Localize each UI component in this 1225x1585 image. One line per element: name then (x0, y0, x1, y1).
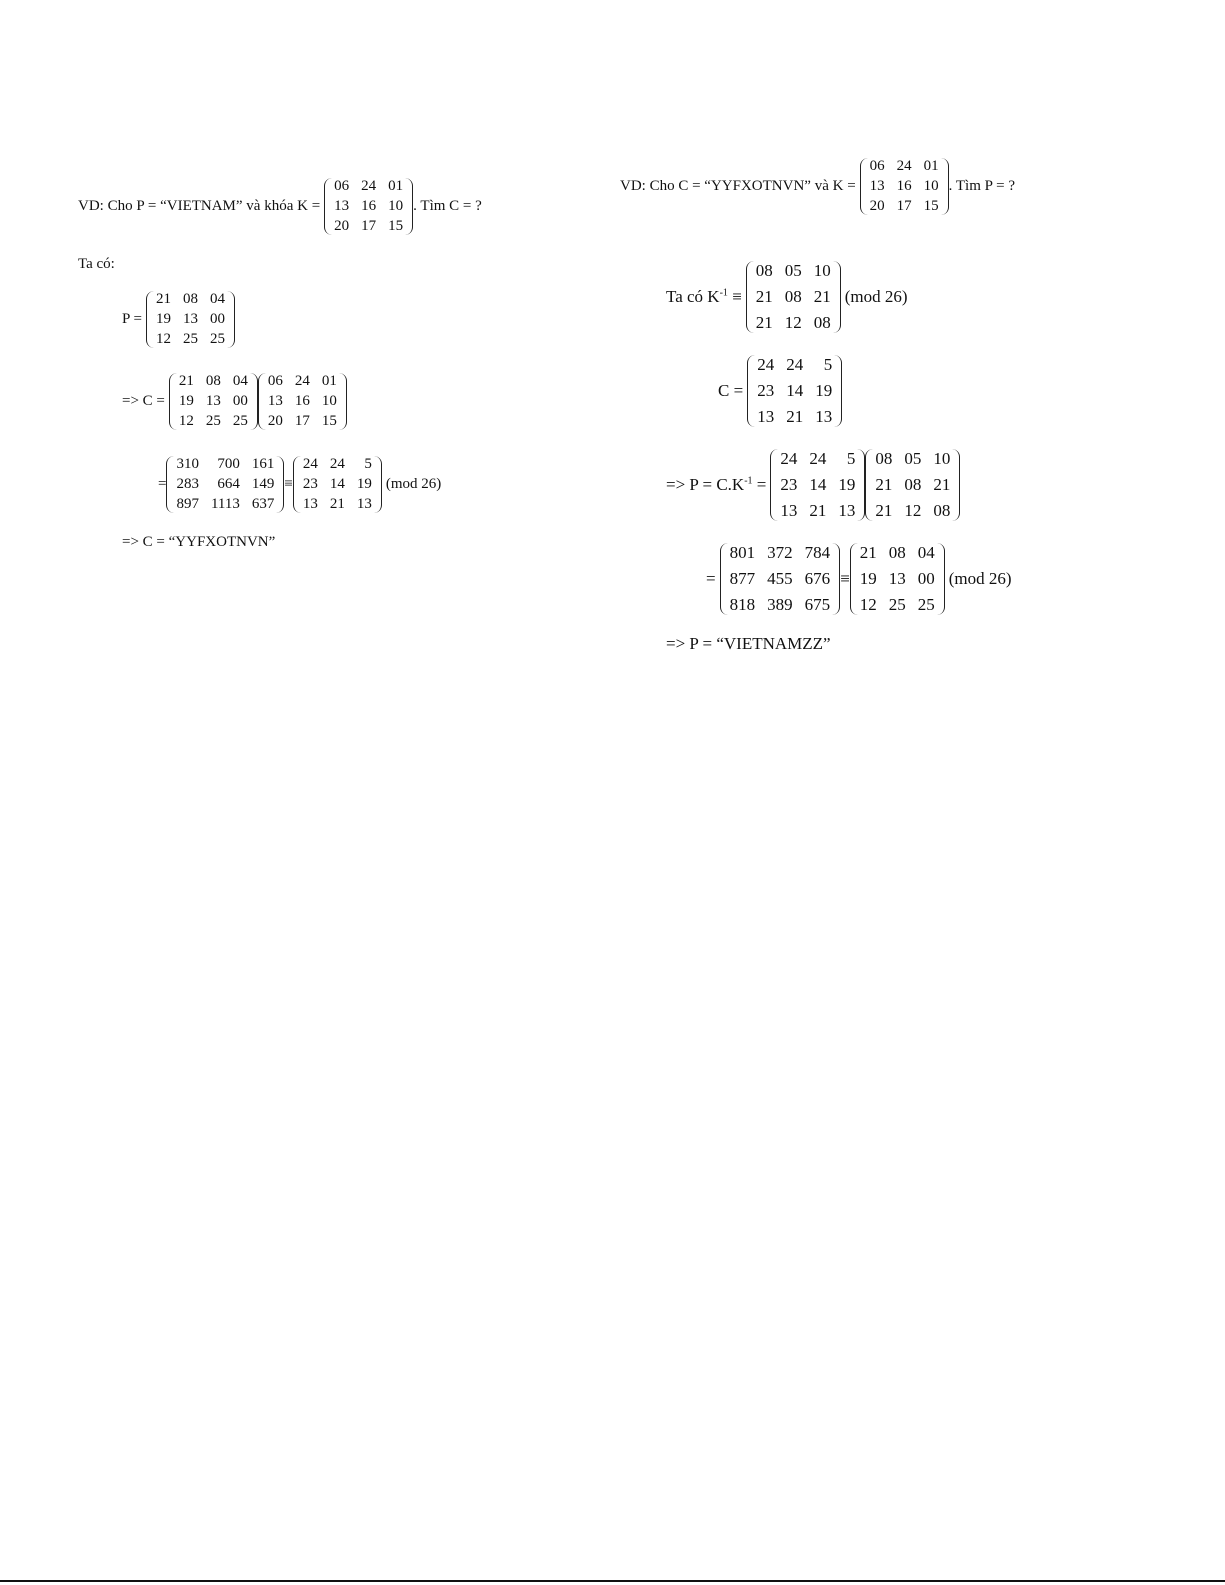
right-product-line (706, 540, 1011, 618)
matrix-cell: 897 (176, 495, 199, 512)
matrix-cell: 24 (302, 455, 318, 472)
matrix-cell: 13 (267, 392, 283, 409)
matrix-cell: 08 (183, 290, 198, 307)
matrix-cell: 06 (869, 157, 885, 174)
left-taco (78, 254, 115, 274)
matrix-cell: 24 (786, 355, 804, 374)
matrix-grid (780, 449, 855, 521)
right-congruent: ≡ (840, 569, 850, 588)
matrix-cell: 25 (183, 330, 198, 347)
matrix-cell: 21 (813, 287, 831, 306)
matrix-cell: 13 (302, 495, 318, 512)
matrix-cell: 05 (784, 261, 802, 280)
matrix-grid (303, 456, 372, 513)
matrix-cell: 20 (869, 197, 885, 214)
matrix-cell: 19 (178, 392, 194, 409)
right-intro-prefix: VD: Cho C = “YYFXOTNVN” và K = (620, 177, 856, 194)
right-intro-suffix: . Tìm P = ? (948, 177, 1016, 194)
matrix-cell: 23 (757, 381, 775, 400)
matrix-cell: 24 (780, 449, 798, 468)
right-paren (227, 291, 235, 348)
matrix-cell: 21 (156, 290, 171, 307)
matrix-cell: 24 (329, 455, 345, 472)
matrix-cell: 21 (329, 495, 345, 512)
left-result (122, 532, 275, 552)
matrix-cell: 10 (321, 392, 337, 409)
right-paren (941, 158, 949, 215)
left-paren (324, 178, 332, 235)
left-paren (850, 543, 858, 615)
matrix-cell: 17 (294, 412, 310, 429)
matrix-grid (268, 373, 337, 430)
right-eq: = (706, 569, 716, 588)
matrix-grid (757, 355, 832, 427)
matrix-cell: 06 (334, 177, 350, 194)
matrix-cell: 00 (210, 310, 225, 327)
matrix-cell: 21 (755, 313, 773, 332)
left-paren (169, 373, 177, 430)
right-plain-matrix (850, 543, 945, 615)
matrix-grid (860, 543, 935, 615)
right-c-line (718, 352, 842, 430)
matrix-cell: 12 (904, 501, 922, 520)
matrix-cell: 161 (251, 455, 275, 472)
matrix-cell: 06 (267, 372, 283, 389)
matrix-cell: 801 (729, 543, 756, 562)
matrix-cell: 389 (767, 595, 793, 614)
left-paren (293, 456, 301, 513)
left-p-line (122, 286, 235, 352)
matrix-cell: 13 (183, 310, 198, 327)
right-result-text: => P = “VIETNAMZZ” (666, 634, 831, 653)
matrix-cell: 16 (896, 177, 912, 194)
right-paren (832, 543, 840, 615)
left-p-matrix-2 (169, 373, 258, 430)
page-bottom-rule (0, 1580, 1225, 1582)
matrix-cell: 00 (232, 392, 248, 409)
matrix-cell: 455 (767, 569, 793, 588)
left-p-matrix (146, 291, 235, 348)
left-product-line (158, 450, 441, 518)
matrix-cell: 21 (809, 501, 827, 520)
matrix-cell: 12 (784, 313, 802, 332)
right-p-label: => $P = C.K^{-1}$ = (666, 475, 767, 494)
right-paren (857, 449, 865, 521)
matrix-cell: 19 (156, 310, 171, 327)
matrix-cell: 04 (210, 290, 225, 307)
right-paren (937, 543, 945, 615)
matrix-cell: 5 (846, 449, 856, 468)
left-result-text: => C = “YYFXOTNVN” (122, 533, 276, 550)
matrix-grid (176, 456, 274, 513)
matrix-cell: 5 (823, 355, 833, 374)
left-paren (146, 291, 154, 348)
matrix-cell: 21 (933, 475, 951, 494)
matrix-cell: 784 (804, 543, 831, 562)
matrix-cell: 20 (267, 412, 283, 429)
left-paren (746, 261, 754, 333)
left-intro-prefix: VD: Cho P = “VIETNAM” và khóa K = (78, 197, 321, 214)
matrix-cell: 675 (804, 595, 831, 614)
matrix-cell: 877 (729, 569, 756, 588)
matrix-cell: 12 (859, 595, 877, 614)
left-paren (747, 355, 755, 427)
matrix-cell: 25 (205, 412, 221, 429)
left-eq: = (158, 475, 167, 492)
matrix-cell: 15 (321, 412, 337, 429)
matrix-cell: 17 (361, 217, 377, 234)
matrix-cell: 08 (784, 287, 802, 306)
matrix-cell: 13 (888, 569, 906, 588)
matrix-cell: 24 (896, 157, 912, 174)
matrix-cell: 08 (933, 501, 951, 520)
left-paren (770, 449, 778, 521)
left-intro-suffix: . Tìm C = ? (413, 197, 482, 214)
matrix-grid (156, 291, 225, 348)
left-paren (166, 456, 174, 513)
left-mod: (mod 26) (385, 475, 442, 492)
matrix-grid (875, 449, 950, 521)
matrix-cell: 19 (859, 569, 877, 588)
matrix-cell: 24 (757, 355, 775, 374)
matrix-grid (730, 543, 831, 615)
left-paren (860, 158, 868, 215)
left-key-matrix-2 (258, 373, 347, 430)
matrix-cell: 23 (780, 475, 798, 494)
matrix-cell: 14 (786, 381, 804, 400)
matrix-cell: 372 (767, 543, 793, 562)
right-kinv-line (666, 258, 908, 336)
matrix-cell: 01 (388, 177, 404, 194)
matrix-cell: 08 (205, 372, 221, 389)
matrix-cell: 24 (361, 177, 377, 194)
matrix-grid (179, 373, 248, 430)
right-c-matrix (747, 355, 842, 427)
matrix-cell: 13 (356, 495, 372, 512)
matrix-cell: 19 (838, 475, 856, 494)
right-paren (952, 449, 960, 521)
left-taco-text: Ta có: (78, 255, 115, 272)
matrix-cell: 08 (813, 313, 831, 332)
left-congruent: ≡ (284, 475, 293, 492)
matrix-cell: 19 (815, 381, 833, 400)
right-paren (405, 178, 413, 235)
right-c-label: C = (718, 381, 744, 400)
matrix-cell: 818 (729, 595, 756, 614)
matrix-cell: 13 (815, 407, 833, 426)
matrix-cell: 21 (178, 372, 194, 389)
right-kinv-matrix-2 (865, 449, 960, 521)
matrix-cell: 08 (875, 449, 893, 468)
right-intro-line (620, 150, 1015, 222)
right-result (666, 632, 831, 656)
matrix-cell: 23 (302, 475, 318, 492)
right-paren (833, 261, 841, 333)
right-kinv-mod: (mod 26) (844, 287, 908, 306)
right-p-line (666, 446, 960, 524)
matrix-cell: 10 (388, 197, 404, 214)
left-paren (865, 449, 873, 521)
matrix-cell: 08 (755, 261, 773, 280)
left-intro-line (78, 170, 482, 242)
matrix-cell: 19 (356, 475, 372, 492)
matrix-cell: 25 (210, 330, 225, 347)
matrix-cell: 01 (321, 372, 337, 389)
matrix-cell: 12 (156, 330, 171, 347)
matrix-cell: 21 (875, 501, 893, 520)
matrix-cell: 00 (917, 569, 935, 588)
right-paren (250, 373, 258, 430)
matrix-cell: 01 (923, 157, 939, 174)
matrix-grid (870, 158, 939, 215)
matrix-cell: 05 (904, 449, 922, 468)
matrix-cell: 10 (813, 261, 831, 280)
matrix-cell: 24 (294, 372, 310, 389)
matrix-cell: 21 (875, 475, 893, 494)
right-kinv-matrix (746, 261, 841, 333)
matrix-cell: 12 (178, 412, 194, 429)
matrix-cell: 16 (361, 197, 377, 214)
matrix-cell: 21 (786, 407, 804, 426)
left-key-matrix (324, 178, 413, 235)
matrix-cell: 149 (251, 475, 275, 492)
right-key-matrix (860, 158, 949, 215)
matrix-cell: 13 (757, 407, 775, 426)
right-paren (834, 355, 842, 427)
matrix-cell: 15 (923, 197, 939, 214)
matrix-cell: 20 (334, 217, 350, 234)
left-paren (720, 543, 728, 615)
matrix-cell: 08 (888, 543, 906, 562)
matrix-cell: 283 (176, 475, 199, 492)
matrix-cell: 5 (364, 455, 372, 472)
matrix-cell: 10 (933, 449, 951, 468)
matrix-cell: 25 (888, 595, 906, 614)
matrix-cell: 14 (809, 475, 827, 494)
matrix-cell: 04 (232, 372, 248, 389)
right-kinv-label: Ta có $K^{-1}$ ≡ (666, 287, 742, 306)
matrix-cell: 13 (838, 501, 856, 520)
left-c-label: => C = (122, 392, 165, 409)
right-paren (339, 373, 347, 430)
matrix-cell: 637 (251, 495, 275, 512)
matrix-cell: 700 (217, 455, 240, 472)
matrix-cell: 21 (859, 543, 877, 562)
matrix-cell: 04 (917, 543, 935, 562)
matrix-cell: 16 (294, 392, 310, 409)
matrix-cell: 310 (176, 455, 199, 472)
matrix-cell: 21 (755, 287, 773, 306)
left-paren (258, 373, 266, 430)
matrix-grid (334, 178, 403, 235)
matrix-cell: 24 (809, 449, 827, 468)
right-product-matrix (720, 543, 841, 615)
left-cipher-matrix (293, 456, 382, 513)
right-paren (276, 456, 284, 513)
matrix-grid (756, 261, 831, 333)
matrix-cell: 17 (896, 197, 912, 214)
matrix-cell: 14 (329, 475, 345, 492)
left-product-matrix (166, 456, 284, 513)
right-paren (374, 456, 382, 513)
right-c-matrix-2 (770, 449, 865, 521)
matrix-cell: 13 (334, 197, 350, 214)
matrix-cell: 25 (232, 412, 248, 429)
matrix-cell: 10 (923, 177, 939, 194)
right-mod: (mod 26) (948, 569, 1012, 588)
matrix-cell: 25 (917, 595, 935, 614)
matrix-cell: 13 (780, 501, 798, 520)
matrix-cell: 1113 (210, 495, 240, 512)
matrix-cell: 13 (869, 177, 885, 194)
matrix-cell: 08 (904, 475, 922, 494)
left-c-line (122, 368, 347, 434)
left-p-label: P = (122, 310, 142, 327)
matrix-cell: 664 (217, 475, 240, 492)
matrix-cell: 676 (804, 569, 831, 588)
matrix-cell: 15 (388, 217, 404, 234)
matrix-cell: 13 (205, 392, 221, 409)
